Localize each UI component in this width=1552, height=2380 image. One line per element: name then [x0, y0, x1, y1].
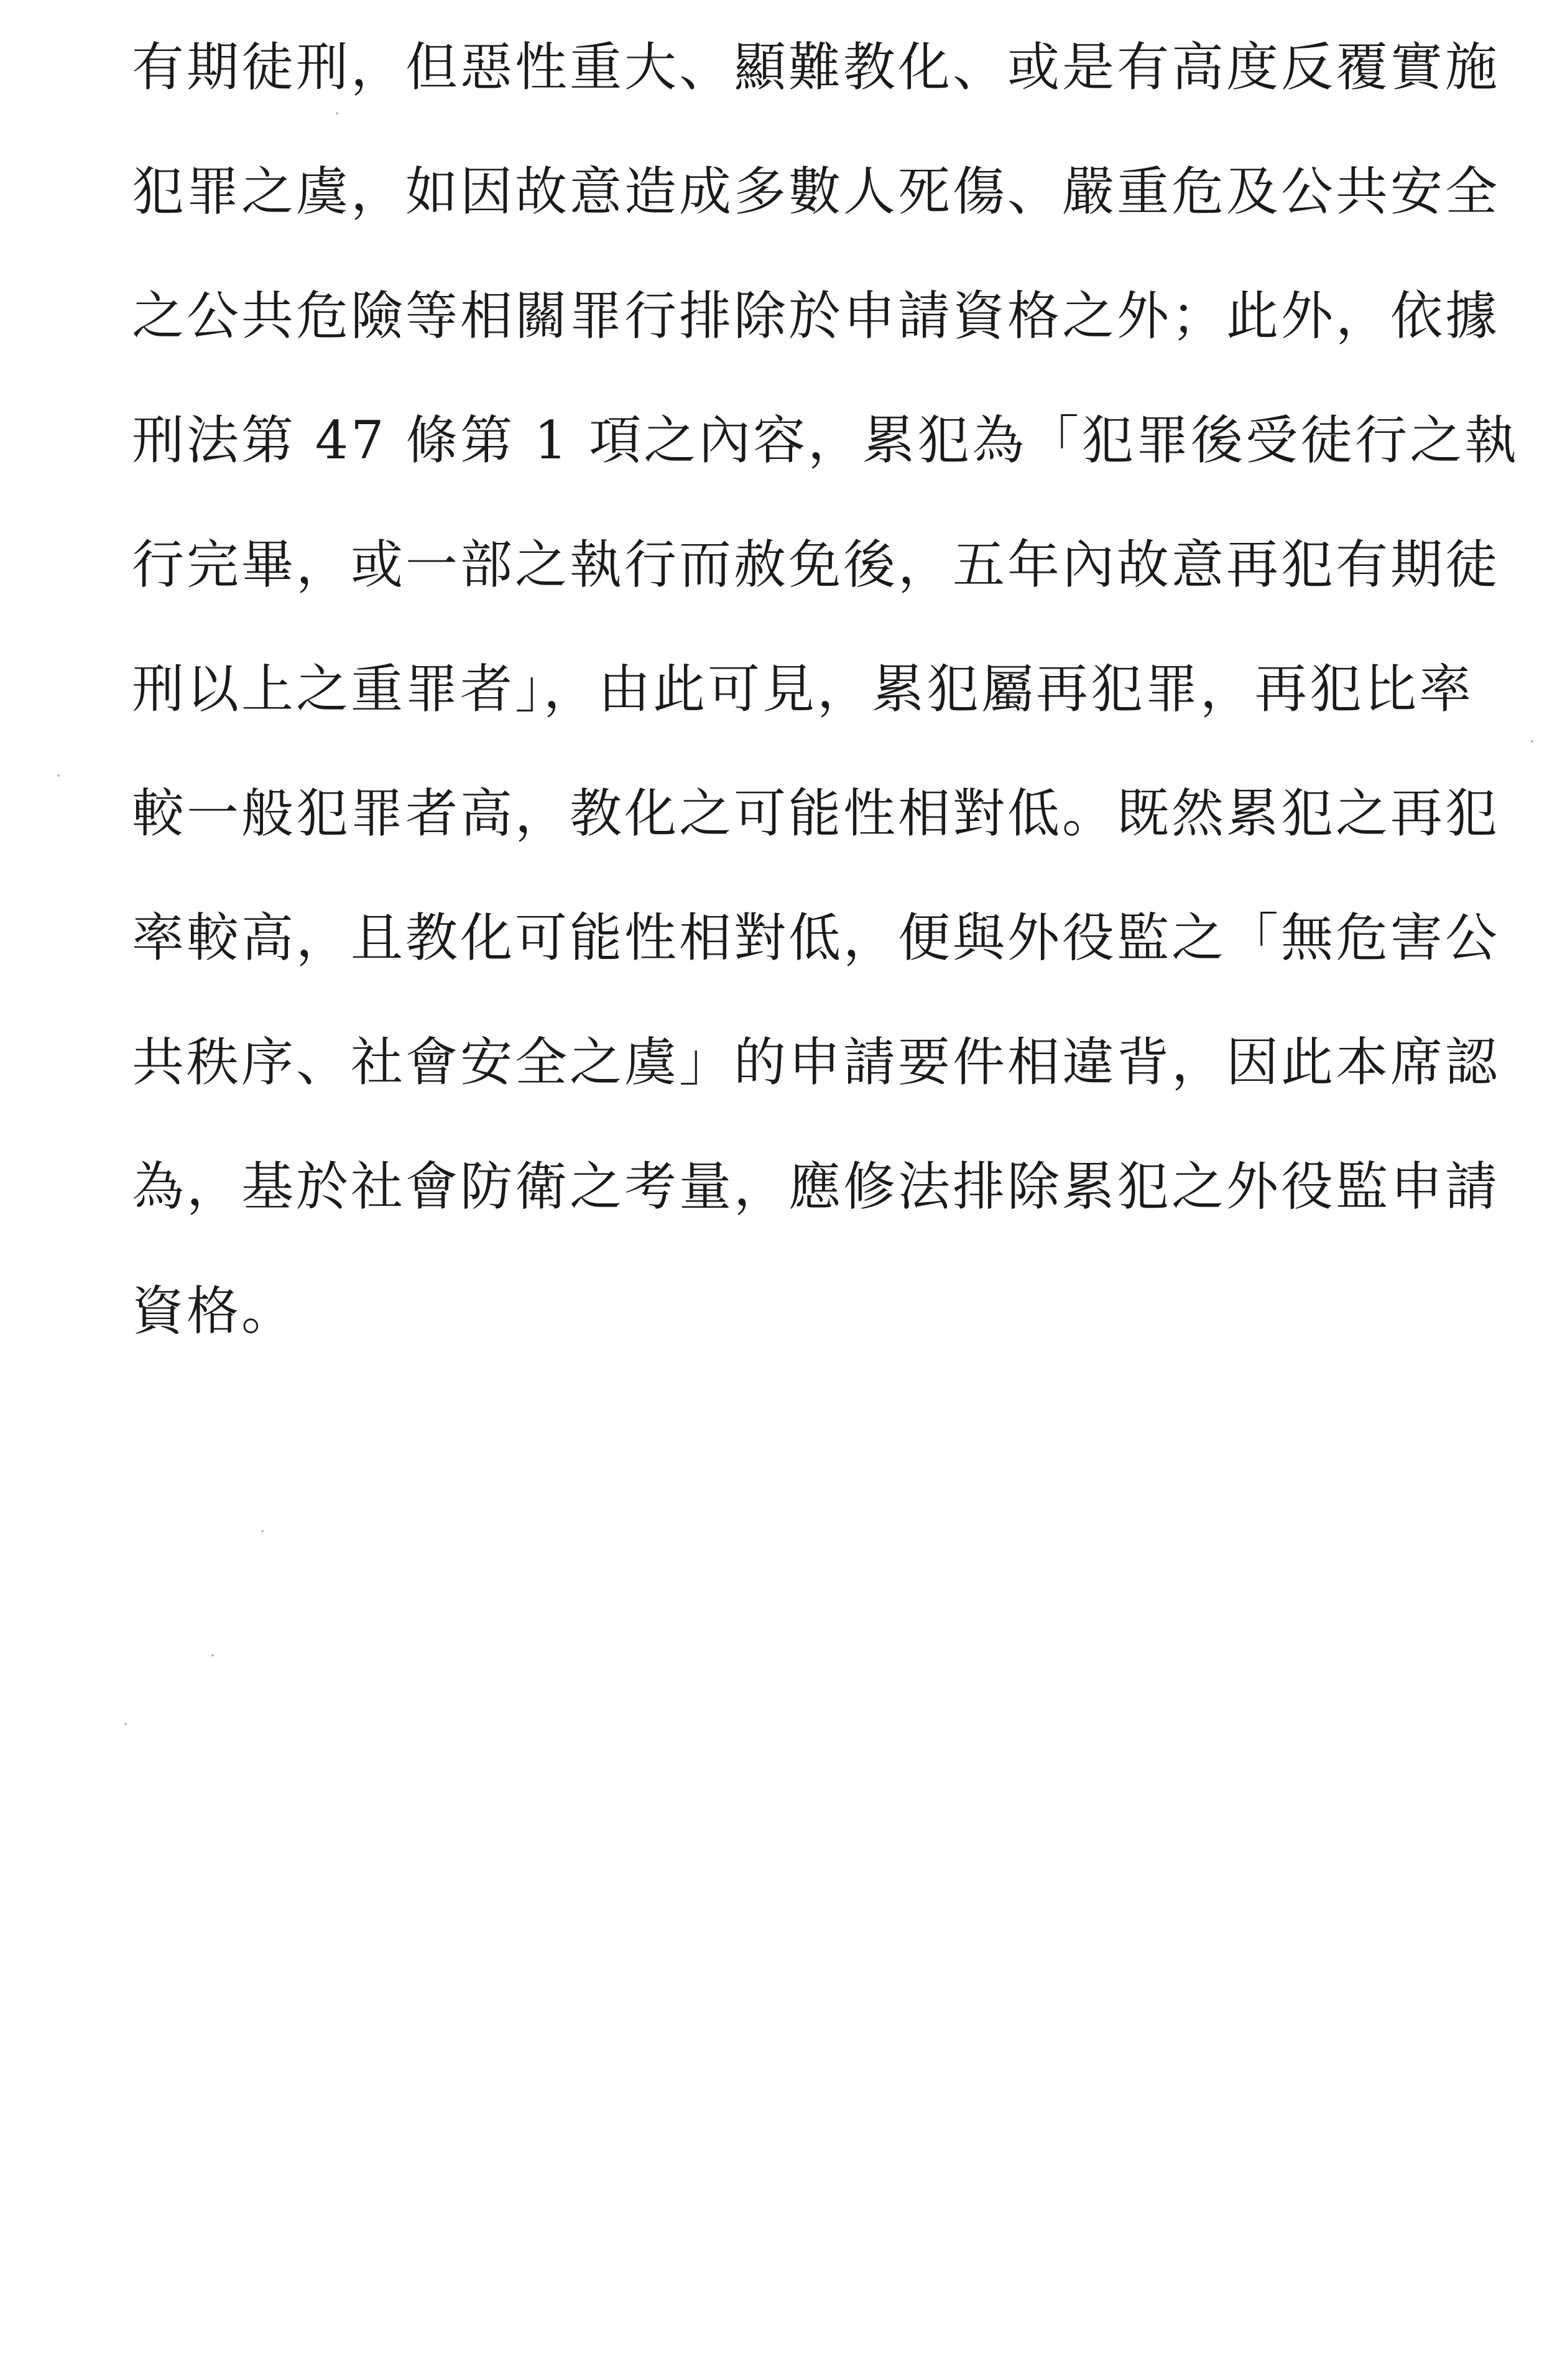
scan-speck [124, 1723, 127, 1725]
text-line-1: 有期徒刑，但惡性重大、顯難教化、或是有高度反覆實施 [132, 37, 1500, 98]
scan-speck [57, 774, 60, 777]
text-line-9: 共秩序、社會安全之虞」的申請要件相違背，因此本席認 [132, 1032, 1500, 1093]
scan-speck [211, 1654, 214, 1657]
text-line-10: 為，基於社會防衛之考量，應修法排除累犯之外役監申請 [132, 1156, 1500, 1217]
body-text [132, 5, 1520, 1373]
text-line-11: 資格。 [132, 1280, 297, 1341]
text-line-6: 刑以上之重罪者」，由此可見，累犯屬再犯罪，再犯比率 [132, 659, 1474, 720]
text-line-5: 行完畢，或一部之執行而赦免後，五年內故意再犯有期徒 [132, 534, 1500, 595]
text-line-4: 刑法第 47 條第 1 項之內容，累犯為「犯罪後受徒行之執 [132, 410, 1520, 471]
text-line-3: 之公共危險等相關罪行排除於申請資格之外；此外，依據 [132, 285, 1500, 346]
scan-speck [336, 112, 338, 114]
text-line-8: 率較高，且教化可能性相對低，便與外役監之「無危害公 [132, 907, 1500, 968]
text-line-7: 較一般犯罪者高，教化之可能性相對低。既然累犯之再犯 [132, 783, 1500, 844]
scan-speck [1531, 740, 1533, 743]
scan-speck [261, 1530, 264, 1532]
text-line-2: 犯罪之虞，如因故意造成多數人死傷、嚴重危及公共安全 [132, 161, 1500, 222]
